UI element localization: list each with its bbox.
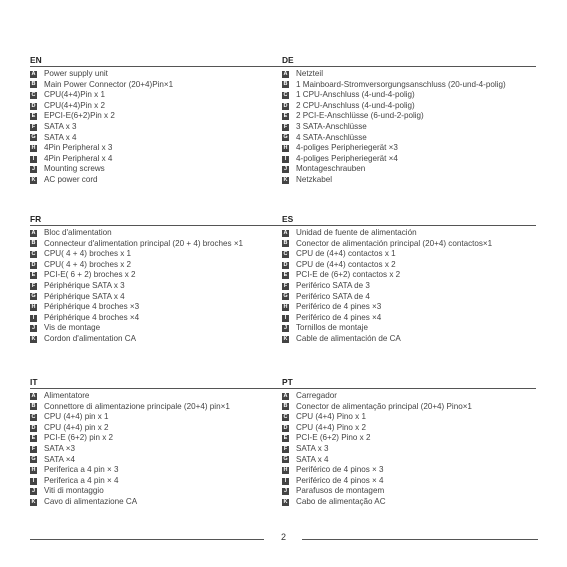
list-item: [282, 281, 536, 292]
item-letter-badge: E: [283, 435, 288, 442]
item-label: 2 PCI-E-Anschlüsse (6-und-2-polig): [296, 111, 424, 121]
item-letter-badge: A: [31, 70, 36, 77]
list-item: [282, 455, 536, 466]
item-label: Cable de alimentación de CA: [296, 333, 401, 343]
item-label: 3 SATA-Anschlüsse: [296, 121, 367, 131]
item-letter-badge: E: [31, 272, 36, 279]
item-letter-badge: B: [283, 403, 288, 410]
item-label: 4-poliges Peripheriegerät ×4: [296, 153, 398, 163]
item-label: CPU(4+4)Pin x 2: [44, 100, 105, 110]
list-item: [282, 228, 536, 239]
list-item: [30, 175, 284, 186]
footer-rule-right: [302, 539, 538, 540]
item-letter-badge: J: [31, 166, 36, 173]
item-label: Netzteil: [296, 69, 323, 78]
item-label: Main Power Connector (20+4)Pin×1: [44, 79, 174, 89]
item-label: Periférico SATA de 4: [296, 291, 370, 301]
item-letter-badge: J: [31, 325, 36, 332]
item-letter-badge: D: [31, 102, 36, 109]
item-label: SATA ×4: [44, 454, 75, 464]
section-es: [282, 214, 536, 345]
item-letter-badge: B: [31, 81, 36, 88]
list-item: [282, 164, 536, 175]
list-item: [30, 143, 284, 154]
list-item: [282, 69, 536, 80]
item-label: 1 Mainboard-Stromversorgungsanschluss (20-und-4-polig): [296, 79, 506, 89]
list-item: [282, 444, 536, 455]
item-letter-badge: G: [31, 456, 36, 463]
list-item: [30, 249, 284, 260]
list-item: [30, 323, 284, 334]
list-item: [282, 175, 536, 186]
list-item: [30, 90, 284, 101]
item-letter-badge: H: [31, 303, 36, 310]
item-letter-badge: A: [283, 392, 288, 399]
list-item: [30, 402, 284, 413]
list-item: [282, 334, 536, 345]
item-label: PCI-E (6+2) Pino x 2: [296, 433, 371, 443]
item-letter-badge: I: [30, 315, 37, 322]
item-letter-badge: F: [283, 282, 288, 289]
item-label: Netzkabel: [296, 174, 332, 184]
item-label: Periférico de 4 pines ×4: [296, 312, 382, 322]
page-number: 2: [280, 532, 286, 542]
item-label: 2 CPU-Anschluss (4-und-4-polig): [296, 100, 415, 110]
section-rule: [282, 388, 536, 389]
item-letter-badge: A: [31, 229, 36, 236]
item-letter-badge: H: [31, 144, 36, 151]
item-label: Périphérique 4 broches ×3: [44, 302, 140, 312]
list-item: [30, 122, 284, 133]
item-letter-badge: H: [283, 144, 288, 151]
section-rule: [282, 66, 536, 67]
item-label: Mounting screws: [44, 164, 105, 174]
language-heading: PT: [282, 377, 293, 387]
item-label: SATA x 4: [44, 132, 77, 142]
list-item: [30, 154, 284, 165]
list-item: [30, 101, 284, 112]
list-item: [30, 391, 284, 402]
item-letter-badge: K: [31, 335, 36, 342]
item-letter-badge: D: [31, 261, 36, 268]
language-heading: IT: [30, 377, 38, 387]
item-letter-badge: C: [31, 91, 36, 98]
item-label: CPU (4+4) pin x 1: [44, 412, 109, 422]
section-rule: [30, 388, 284, 389]
list-item: [30, 497, 284, 508]
item-label: 4Pin Peripheral x 4: [44, 153, 113, 163]
item-letter-badge: F: [283, 445, 288, 452]
item-label: Bloc d'alimentation: [44, 228, 112, 237]
item-label: Périphérique 4 broches ×4: [44, 312, 140, 322]
list-item: [282, 402, 536, 413]
list-item: [30, 465, 284, 476]
list-item: [282, 270, 536, 281]
item-label: Carregador: [296, 391, 337, 400]
list-item: [30, 334, 284, 345]
list-item: [30, 444, 284, 455]
list-item: [282, 412, 536, 423]
item-label: Parafusos de montagem: [296, 486, 385, 496]
item-label: Conector de alimentação principal (20+4) Pino×1: [296, 401, 472, 411]
item-letter-badge: A: [283, 229, 288, 236]
list-item: [282, 90, 536, 101]
item-letter-badge: K: [283, 335, 288, 342]
section-en: [30, 55, 284, 186]
item-letter-badge: G: [283, 293, 288, 300]
language-heading: ES: [282, 214, 294, 224]
item-label: Montageschrauben: [296, 164, 366, 174]
item-letter-badge: G: [31, 134, 36, 141]
list-item: [282, 313, 536, 324]
item-label: Tornillos de montaje: [296, 323, 368, 333]
list-item: [30, 486, 284, 497]
list-item: [30, 270, 284, 281]
list-item: [282, 497, 536, 508]
item-letter-badge: J: [283, 325, 288, 332]
section-rule: [282, 225, 536, 226]
item-label: Viti di montaggio: [44, 486, 104, 496]
item-label: PCI-E( 6 + 2) broches x 2: [44, 270, 136, 280]
item-letter-badge: E: [31, 113, 36, 120]
item-label: CPU(4+4)Pin x 1: [44, 90, 105, 100]
item-label: Conector de alimentación principal (20+4) contactos×1: [296, 238, 493, 248]
section-fr: [30, 214, 284, 345]
list-item: [30, 423, 284, 434]
list-item: [282, 391, 536, 402]
language-heading: EN: [30, 55, 42, 65]
item-letter-badge: C: [31, 413, 36, 420]
item-letter-badge: B: [283, 81, 288, 88]
item-label: CPU (4+4) pin x 2: [44, 422, 109, 432]
list-item: [30, 476, 284, 487]
list-item: [30, 302, 284, 313]
item-letter-badge: J: [31, 488, 36, 495]
list-item: [282, 101, 536, 112]
list-item: [282, 476, 536, 487]
list-item: [282, 486, 536, 497]
item-label: Unidad de fuente de alimentación: [296, 228, 417, 237]
item-letter-badge: E: [283, 272, 288, 279]
language-heading: DE: [282, 55, 294, 65]
list-item: [282, 249, 536, 260]
item-label: Cabo de alimentação AC: [296, 496, 386, 506]
section-rule: [30, 66, 284, 67]
item-letter-badge: D: [283, 424, 288, 431]
list-item: [282, 323, 536, 334]
item-label: AC power cord: [44, 174, 98, 184]
item-label: Périphérique SATA x 4: [44, 291, 125, 301]
item-label: Cavo di alimentazione CA: [44, 496, 138, 506]
list-item: [30, 433, 284, 444]
item-label: SATA x 3: [44, 121, 77, 131]
item-letter-badge: I: [282, 156, 289, 163]
item-label: PCI-E (6+2) pin x 2: [44, 433, 114, 443]
item-label: Vis de montage: [44, 323, 101, 333]
item-letter-badge: G: [283, 134, 288, 141]
item-label: 4 SATA-Anschlüsse: [296, 132, 367, 142]
list-item: [282, 154, 536, 165]
item-label: Connettore di alimentazione principale (20+4) pin×1: [44, 401, 230, 411]
item-letter-badge: K: [31, 176, 36, 183]
item-label: CPU( 4 + 4) broches x 1: [44, 249, 132, 259]
list-item: [30, 292, 284, 303]
item-label: Cordon d'alimentation CA: [44, 333, 136, 343]
list-item: [30, 455, 284, 466]
item-letter-badge: C: [283, 250, 288, 257]
item-label: Power supply unit: [44, 69, 108, 78]
item-letter-badge: F: [283, 123, 288, 130]
item-letter-badge: C: [283, 91, 288, 98]
language-heading: FR: [30, 214, 42, 224]
item-letter-badge: G: [31, 293, 36, 300]
item-label: CPU de (4+4) contactos x 1: [296, 249, 396, 259]
list-item: [282, 111, 536, 122]
item-letter-badge: H: [31, 466, 36, 473]
item-label: Périphérique SATA x 3: [44, 280, 125, 290]
item-letter-badge: A: [283, 70, 288, 77]
item-label: Alimentatore: [44, 391, 90, 400]
list-item: [282, 302, 536, 313]
item-label: SATA ×3: [44, 443, 75, 453]
item-letter-badge: D: [31, 424, 36, 431]
section-it: [30, 377, 284, 508]
item-letter-badge: C: [283, 413, 288, 420]
list-item: [30, 313, 284, 324]
list-item: [30, 133, 284, 144]
item-letter-badge: K: [31, 498, 36, 505]
item-label: Periferica a 4 pin × 4: [44, 475, 119, 485]
list-item: [30, 412, 284, 423]
item-letter-badge: K: [283, 176, 288, 183]
item-letter-badge: J: [283, 488, 288, 495]
item-label: Periferica a 4 pin × 3: [44, 465, 119, 475]
list-item: [30, 281, 284, 292]
item-letter-badge: H: [283, 303, 288, 310]
item-letter-badge: I: [282, 478, 289, 485]
list-item: [282, 433, 536, 444]
section-de: [282, 55, 536, 186]
item-letter-badge: F: [31, 445, 36, 452]
item-letter-badge: K: [283, 498, 288, 505]
list-item: [30, 164, 284, 175]
section-pt: [282, 377, 536, 508]
item-letter-badge: B: [31, 403, 36, 410]
list-item: [282, 423, 536, 434]
item-letter-badge: D: [283, 102, 288, 109]
item-letter-badge: I: [30, 156, 37, 163]
item-label: EPCI-E(6+2)Pin x 2: [44, 111, 115, 121]
item-label: Connecteur d'alimentation principal (20 + 4) broches ×1: [44, 238, 244, 248]
list-item: [282, 465, 536, 476]
list-item: [282, 80, 536, 91]
item-label: Periférico de 4 pinos × 4: [296, 475, 384, 485]
item-label: SATA x 4: [296, 454, 329, 464]
item-letter-badge: G: [283, 456, 288, 463]
list-item: [282, 292, 536, 303]
item-letter-badge: D: [283, 261, 288, 268]
item-letter-badge: J: [283, 166, 288, 173]
item-letter-badge: E: [283, 113, 288, 120]
list-item: [282, 239, 536, 250]
list-item: [30, 228, 284, 239]
item-letter-badge: A: [31, 392, 36, 399]
item-letter-badge: I: [282, 315, 289, 322]
section-rule: [30, 225, 284, 226]
list-item: [282, 143, 536, 154]
list-item: [282, 260, 536, 271]
item-label: PCI-E de (6+2) contactos x 2: [296, 270, 401, 280]
item-letter-badge: H: [283, 466, 288, 473]
item-letter-badge: I: [30, 478, 37, 485]
list-item: [30, 111, 284, 122]
item-label: 1 CPU-Anschluss (4-und-4-polig): [296, 90, 415, 100]
item-label: CPU( 4 + 4) broches x 2: [44, 259, 132, 269]
item-label: CPU (4+4) Pino x 2: [296, 422, 366, 432]
list-item: [282, 122, 536, 133]
item-label: CPU de (4+4) contactos x 2: [296, 259, 396, 269]
list-item: [282, 133, 536, 144]
item-label: Periférico de 4 pinos × 3: [296, 465, 384, 475]
item-letter-badge: F: [31, 123, 36, 130]
item-label: Periférico SATA de 3: [296, 280, 370, 290]
item-letter-badge: B: [283, 240, 288, 247]
item-label: 4-poliges Peripheriegerät ×3: [296, 143, 398, 153]
item-letter-badge: C: [31, 250, 36, 257]
list-item: [30, 69, 284, 80]
list-item: [30, 239, 284, 250]
item-label: SATA x 3: [296, 443, 329, 453]
list-item: [30, 260, 284, 271]
item-letter-badge: B: [31, 240, 36, 247]
item-label: Periférico de 4 pines ×3: [296, 302, 382, 312]
item-letter-badge: E: [31, 435, 36, 442]
item-label: 4Pin Peripheral x 3: [44, 143, 113, 153]
item-letter-badge: F: [31, 282, 36, 289]
list-item: [30, 80, 284, 91]
item-label: CPU (4+4) Pino x 1: [296, 412, 366, 422]
